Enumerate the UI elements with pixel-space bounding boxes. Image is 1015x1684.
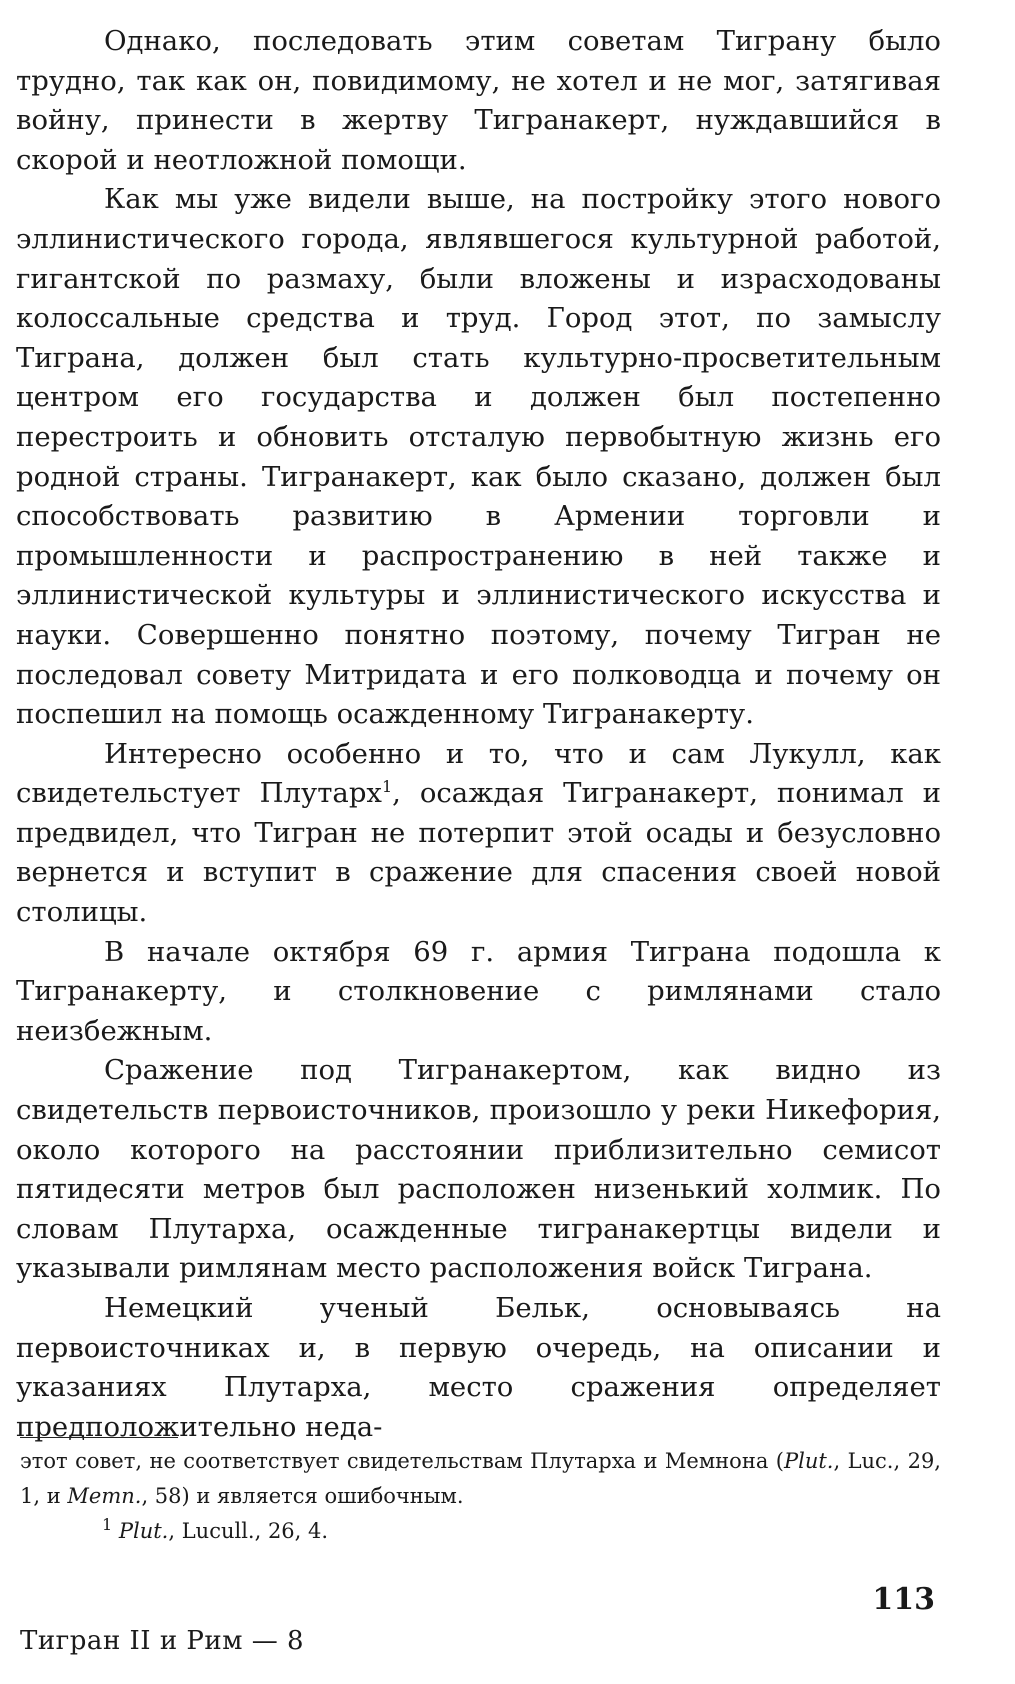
footnotes <box>20 1444 941 1549</box>
printer-signature: Тигран II и Рим — 8 <box>20 1626 305 1656</box>
main-text <box>16 22 941 1447</box>
paragraph-3 <box>16 735 941 933</box>
paragraph-2: Как мы уже видели выше, на постройку этого нового эллинистического города, являвшегося культурной работой, гигантской по размаху, были вложены и израсходованы колоссальные средства и труд. Город этот, по замыслу Тиграна, должен был стать культурно-просветительным центром его государства и должен был постепенно перестроить и обновить отсталую первобытную жизнь его родной страны. Тигранакерт, как было сказано, должен был способствовать развитию в Армении торговли и промышленности и распространению в ней также и эллинистической культуры и эллинистического искусства и науки. Совершенно понятно поэтому, почему Тигран не последовал совету Митридата и его полководца и почему он поспешил на помощь осажденному Тигранакерту. <box>16 183 941 731</box>
paragraph-4: В начале октября 69 г. армия Тиграна подошла к Тигранакерту, и столкновение с римлянами стало неизбежным. <box>16 935 941 1047</box>
paragraph-1: Однако, последовать этим советам Тиграну было трудно, так как он, повидимому, не хотел и не мог, затягивая войну, принести в жертву Тигранакерт, нуждавшийся в скорой и неотложной помощи. <box>16 25 941 176</box>
footnote-1: $^1$ Plut., Lucull., 26, 4. <box>102 1515 329 1543</box>
page-number: 113 <box>872 1582 935 1617</box>
footnote-marker-1: 1 <box>381 777 393 797</box>
footnote-divider <box>20 1437 178 1438</box>
paragraph-3-rest: , осаждая Тигранакерт, понимал и предвидел, что Тигран не потерпит этой осады и безусловно вернется и вступит в сражение для спасения своей новой столицы. <box>16 777 941 929</box>
paragraph-5: Сражение под Тигранакертом, как видно из свидетельств первоисточников, произошло у реки Никефория, около которого на расстоянии приблизительно семисот пятидесяти метров был расположен низенький холмик. По словам Плутарха, осажденные тигранакертцы видели и указывали римлянам место расположения войск Тиграна. <box>16 1054 941 1285</box>
paragraph-3-start: Интересно особенно и то, что и сам Лукулл, как свидетельстует Плутарх <box>16 737 941 810</box>
footnote-continuation: этот совет, не соответствует свидетельствам Плутарха и Мемнона (Plut., Luc., 29, 1, и Memn., 58) и является ошибочным. <box>20 1449 941 1508</box>
paragraph-6: Немецкий ученый Бельк, основываясь на первоисточниках и, в первую очередь, на описании и указаниях Плутарха, место сражения определяет предположительно неда- <box>16 1292 941 1443</box>
